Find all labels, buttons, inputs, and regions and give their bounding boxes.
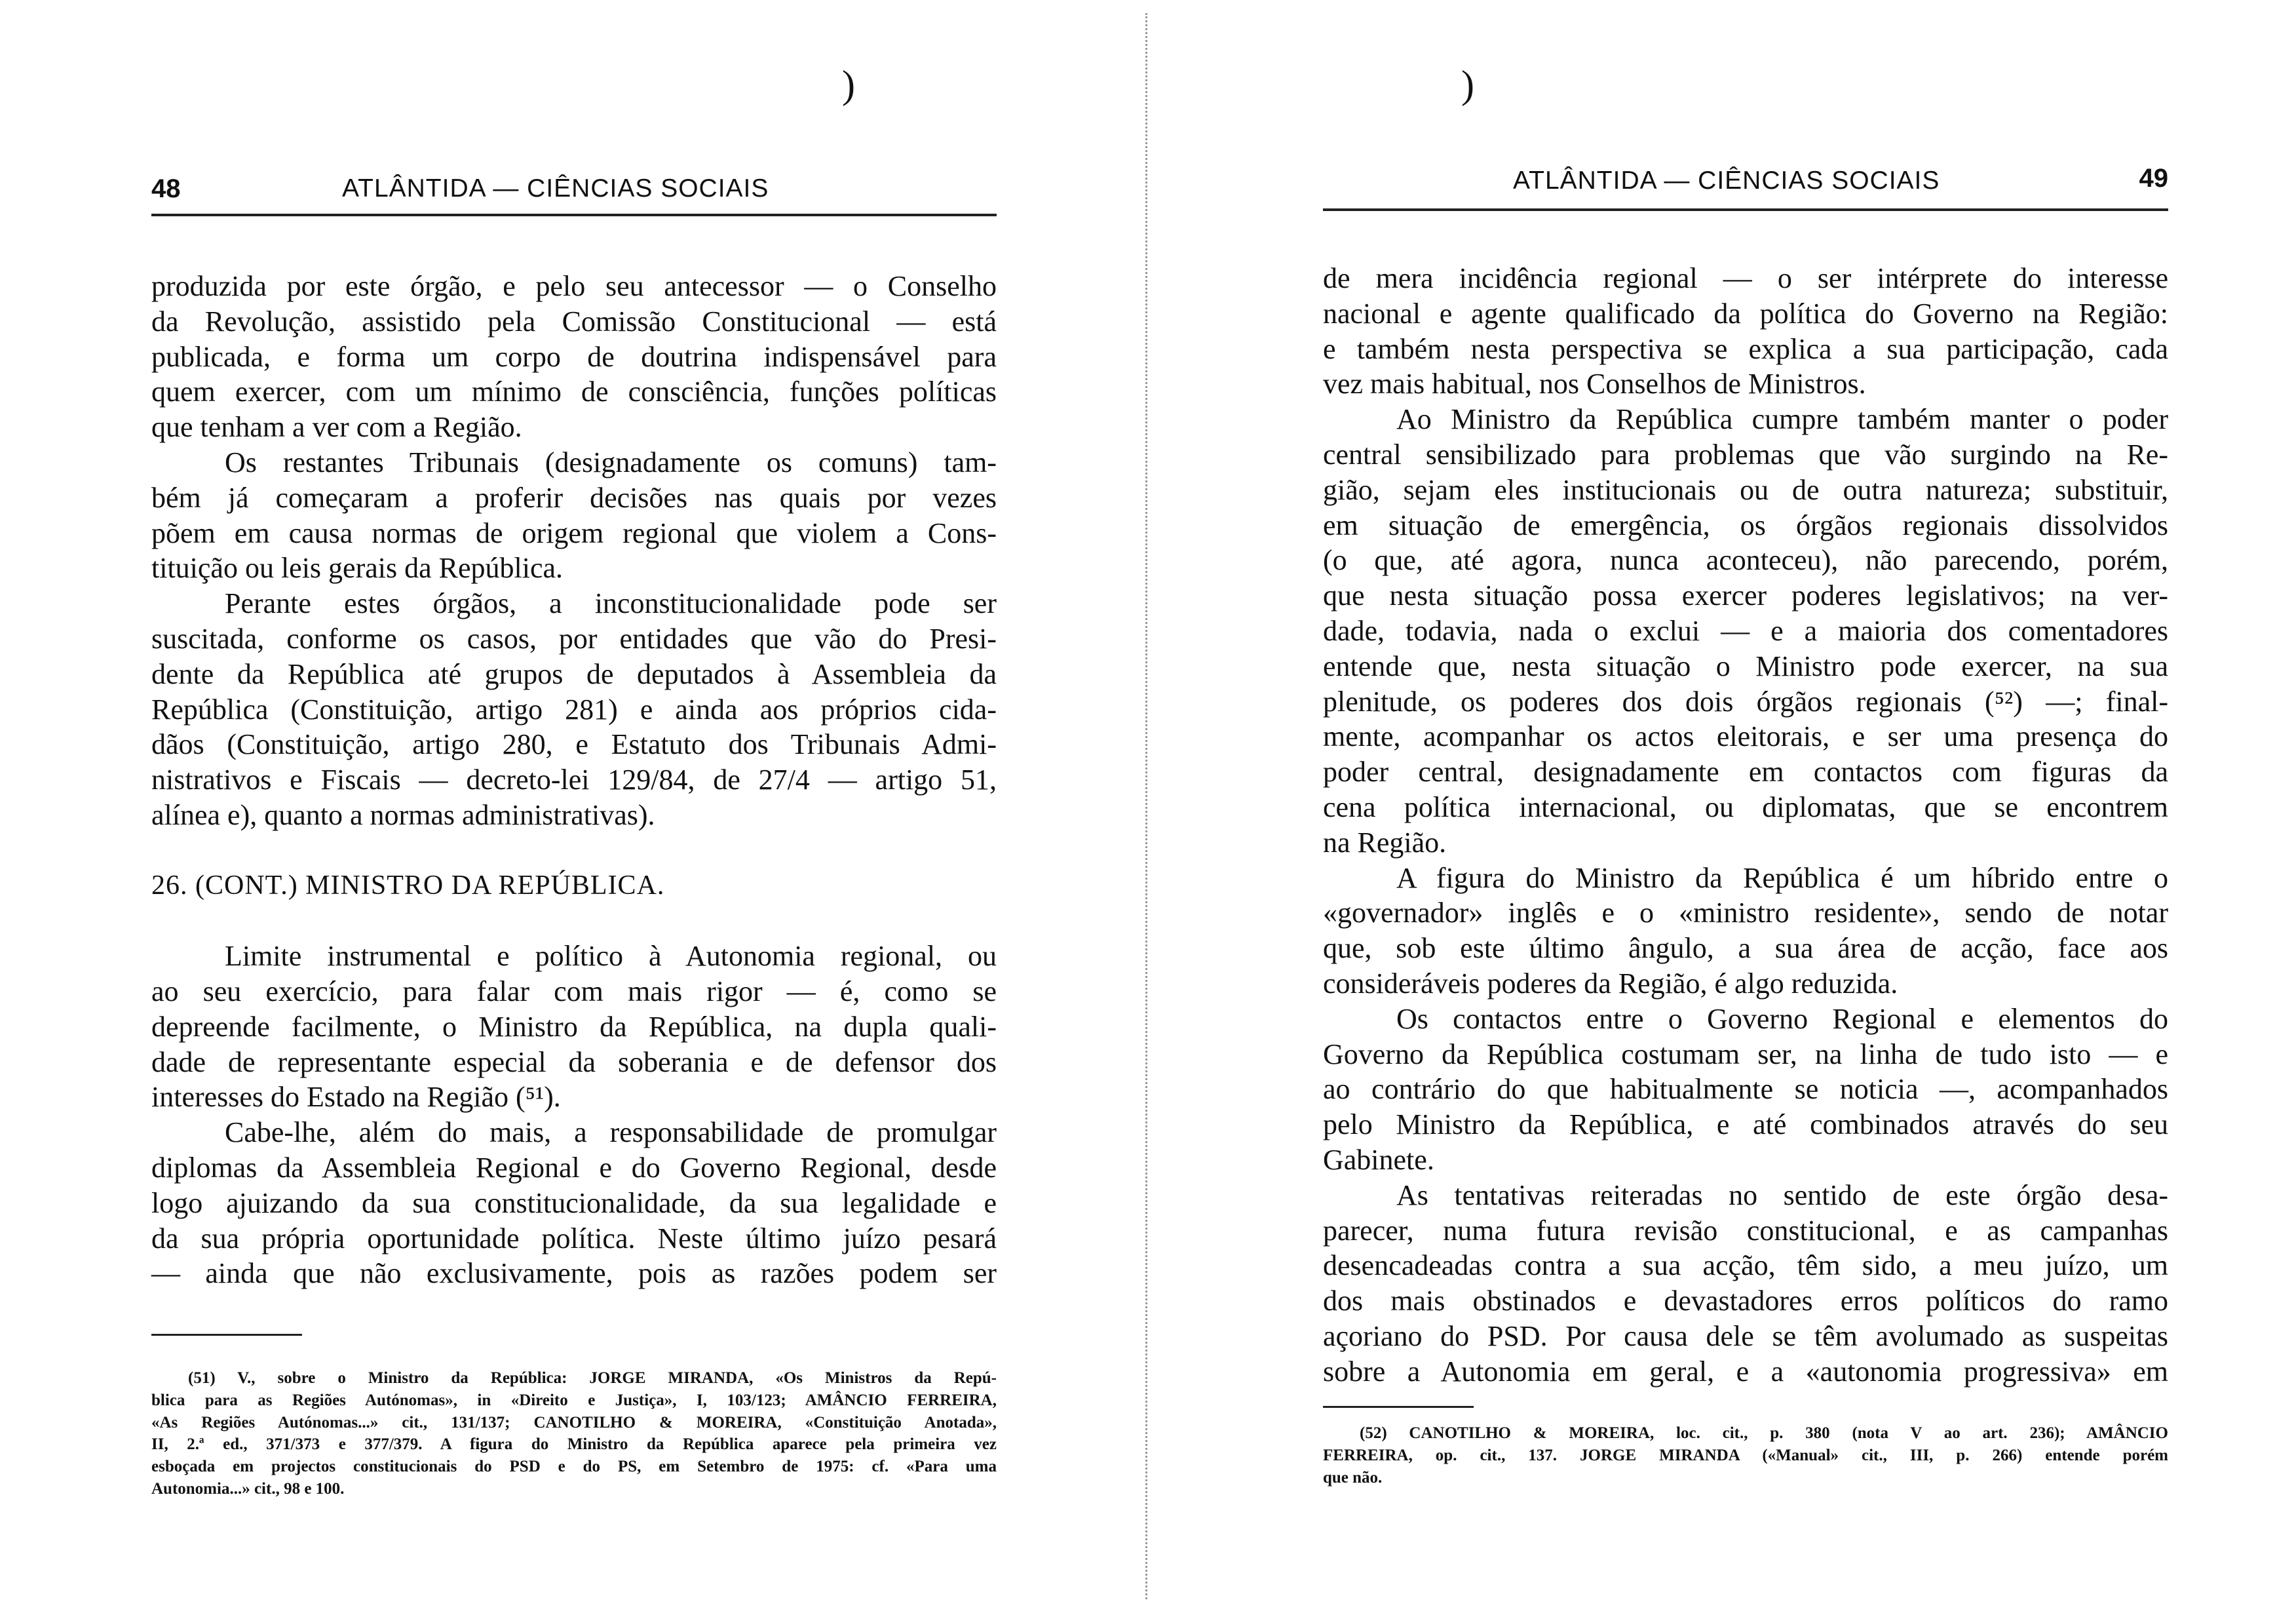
text-line: nacional e agente qualificado da política do Governo na Região: (1323, 297, 2168, 330)
text-line: vez mais habitual, nos Conselhos de Ministros. (1323, 368, 1866, 400)
text-line: As tentativas reiteradas no sentido de este órgão desa- (1396, 1178, 2168, 1211)
book-gutter (1145, 13, 1147, 1599)
text-line: da Revolução, assistido pela Comissão Constitucional — está (151, 305, 997, 338)
text-line: poder central, designadamente em contactos com figuras da (1323, 756, 2168, 788)
text-line: pelo Ministro da República, e até combinados através do seu (1323, 1108, 2168, 1141)
header-rule (1323, 208, 2168, 211)
page-number: 48 (151, 174, 181, 203)
scan-mark: ) (1461, 63, 1474, 106)
text-line: na Região. (1323, 826, 1447, 859)
text-line: publicada, e forma um corpo de doutrina indispensável para (151, 340, 997, 373)
text-line: gião, sejam eles institucionais ou de outra natureza; substituir, (1323, 473, 2168, 506)
text-line: que nesta situação possa exercer poderes legislativos; na ver- (1323, 579, 2168, 612)
footnote-line: Autonomia...» cit., 98 e 100. (151, 1480, 345, 1498)
text-line: entende que, nesta situação o Ministro pode exercer, na sua (1323, 650, 2168, 682)
text-line: ao seu exercício, para falar com mais rigor — é, como se (151, 975, 997, 1007)
footnote-line: esboçada em projectos constitucionais do PSD e do PS, em Setembro de 1975: cf. «Para uma (151, 1458, 997, 1476)
text-line: que, sob este último ângulo, a sua área de acção, face aos (1323, 932, 2168, 965)
text-line: depreende facilmente, o Ministro da República, na dupla quali- (151, 1010, 997, 1043)
text-line: Os restantes Tribunais (designadamente os comuns) tam- (225, 446, 997, 478)
text-line: põem em causa normas de origem regional que violem a Cons- (151, 516, 997, 549)
footnote-line: II, 2.ª ed., 371/373 e 377/379. A figura do Ministro da República aparece pela primeira vez (151, 1435, 997, 1454)
text-line: diplomas da Assembleia Regional e do Governo Regional, desde (151, 1152, 997, 1184)
text-line: parecer, numa futura revisão constitucional, e as campanhas (1323, 1214, 2168, 1247)
text-line: cena política internacional, ou diplomatas, que se encontrem (1323, 791, 2168, 823)
text-line: nistrativos e Fiscais — decreto-lei 129/84, de 27/4 — artigo 51, (151, 764, 997, 796)
footnote-line: «As Regiões Autónomas...» cit., 131/137; CANOTILHO & MOREIRA, «Constituição Anotada», (151, 1413, 997, 1431)
text-line: desencadeadas contra a sua acção, têm sido, a meu juízo, um (1323, 1249, 2168, 1282)
text-line: em situação de emergência, os órgãos regionais dissolvidos (1323, 509, 2168, 541)
text-line: Ao Ministro da República cumpre também manter o poder (1396, 403, 2168, 436)
text-line: A figura do Ministro da República é um híbrido entre o (1396, 861, 2168, 894)
footnote-rule (1323, 1406, 1474, 1408)
text-line: de mera incidência regional — o ser intérprete do interesse (1323, 262, 2168, 294)
footnote-line: (52) CANOTILHO & MOREIRA, loc. cit., p. 380 (nota V ao art. 236); AMÂNCIO (1360, 1424, 2168, 1442)
running-header: ATLÂNTIDA — CIÊNCIAS SOCIAIS (342, 174, 769, 203)
footnote-rule (151, 1334, 302, 1336)
text-line: central sensibilizado para problemas que vão surgindo na Re- (1323, 438, 2168, 471)
text-line: dãos (Constituição, artigo 280, e Estatuto dos Tribunais Admi- (151, 728, 997, 761)
text-line: — ainda que não exclusivamente, pois as razões podem ser (151, 1257, 997, 1290)
text-line: produzida por este órgão, e pelo seu antecessor — o Conselho (151, 270, 997, 302)
footnote-line: FERREIRA, op. cit., 137. JORGE MIRANDA («Manual» cit., III, p. 266) entende porém (1323, 1446, 2168, 1464)
left-page (151, 0, 997, 1615)
text-line: que tenham a ver com a Região. (151, 411, 522, 444)
text-line: República (Constituição, artigo 281) e ainda aos próprios cida- (151, 693, 997, 726)
section-heading: 26. (CONT.) MINISTRO DA REPÚBLICA. (151, 870, 665, 901)
text-line: Perante estes órgãos, a inconstitucionalidade pode ser (225, 587, 997, 620)
text-line: dente da República até grupos de deputados à Assembleia da (151, 657, 997, 690)
text-line: dade, todavia, nada o exclui — e a maioria dos comentadores (1323, 615, 2168, 647)
text-line: mente, acompanhar os actos eleitorais, e ser uma presença do (1323, 720, 2168, 753)
text-line: interesses do Estado na Região (⁵¹). (151, 1081, 561, 1114)
text-line: Governo da República costumam ser, na linha de tudo isto — e (1323, 1038, 2168, 1070)
text-line: sobre a Autonomia em geral, e a «autonomia progressiva» em (1323, 1355, 2168, 1388)
text-line: dos mais obstinados e devastadores erros políticos do ramo (1323, 1285, 2168, 1317)
footnote-line: que não. (1323, 1468, 1383, 1487)
text-line: Cabe-lhe, além do mais, a responsabilidade de promulgar (225, 1116, 997, 1149)
text-line: quem exercer, com um mínimo de consciência, funções políticas (151, 376, 997, 408)
text-line: «governador» inglês e o «ministro residente», sendo de notar (1323, 897, 2168, 929)
text-line: logo ajuizando da sua constitucionalidade, da sua legalidade e (151, 1186, 997, 1219)
scan-mark: ) (842, 63, 855, 106)
text-line: (o que, até agora, nunca aconteceu), não parecendo, porém, (1323, 544, 2168, 577)
footnote-line: blica para as Regiões Autónomas», in «Direito e Justiça», I, 103/123; AMÂNCIO FERREIRA, (151, 1391, 997, 1409)
text-line: suscitada, conforme os casos, por entidades que vão do Presi- (151, 623, 997, 655)
page-number: 49 (2139, 164, 2168, 193)
text-line: da sua própria oportunidade política. Neste último juízo pesará (151, 1222, 997, 1255)
text-line: consideráveis poderes da Região, é algo reduzida. (1323, 967, 1898, 1000)
text-line: Gabinete. (1323, 1144, 1434, 1176)
text-line: alínea e), quanto a normas administrativas). (151, 799, 655, 831)
header-rule (151, 214, 997, 216)
right-page (1323, 0, 2168, 1615)
footnote-line: (51) V., sobre o Ministro da República: JORGE MIRANDA, «Os Ministros da Repú- (188, 1369, 997, 1387)
text-line: bém já começaram a proferir decisões nas quais por vezes (151, 481, 997, 514)
text-line: e também nesta perspectiva se explica a sua participação, cada (1323, 332, 2168, 365)
text-line: plenitude, os poderes dos dois órgãos regionais (⁵²) —; final- (1323, 685, 2168, 718)
text-line: Limite instrumental e político à Autonomia regional, ou (225, 940, 997, 973)
running-header: ATLÂNTIDA — CIÊNCIAS SOCIAIS (1513, 166, 1940, 195)
text-line: Os contactos entre o Governo Regional e elementos do (1396, 1002, 2168, 1035)
text-line: açoriano do PSD. Por causa dele se têm avolumado as suspeitas (1323, 1320, 2168, 1352)
text-line: dade de representante especial da soberania e de defensor dos (151, 1045, 997, 1078)
text-line: tituição ou leis gerais da República. (151, 552, 564, 585)
text-line: ao contrário do que habitualmente se noticia —, acompanhados (1323, 1073, 2168, 1106)
